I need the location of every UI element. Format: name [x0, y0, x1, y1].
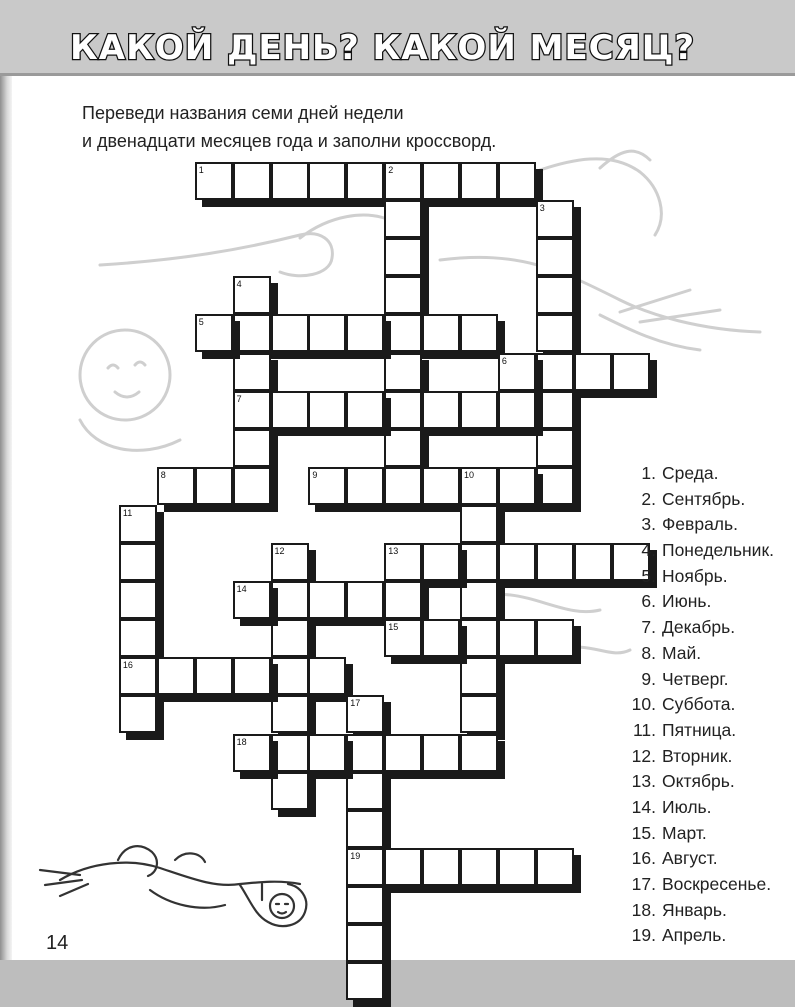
clue-text: Суббота.: [662, 694, 736, 715]
crossword-cell[interactable]: [346, 810, 384, 848]
crossword-cell[interactable]: [384, 581, 422, 619]
clue-item: [624, 925, 774, 951]
crossword-cell[interactable]: [460, 467, 498, 505]
crossword-cell[interactable]: [422, 162, 460, 200]
clue-number: 9.: [641, 668, 656, 689]
crossword-cell[interactable]: [460, 581, 498, 619]
clue-number-label: 8: [160, 469, 166, 480]
crossword-cell[interactable]: [422, 543, 460, 581]
clue-item: [624, 746, 774, 772]
clue-text: Март.: [662, 822, 707, 843]
crossword-cell[interactable]: [233, 314, 271, 352]
crossword-cell[interactable]: [384, 162, 422, 200]
clue-item: [624, 771, 774, 797]
crossword-cell[interactable]: [536, 619, 574, 657]
crossword-cell[interactable]: [119, 505, 157, 543]
clue-text: Август.: [662, 848, 718, 869]
crossword-cell[interactable]: [308, 314, 346, 352]
crossword-cell[interactable]: [384, 429, 422, 467]
page-number: 14: [46, 932, 69, 954]
crossword-cell[interactable]: [119, 581, 157, 619]
clue-text: Февраль.: [662, 514, 738, 535]
crossword-cell[interactable]: [195, 314, 233, 352]
page-title: КАКОЙ ДЕНЬ? КАКОЙ МЕСЯЦ?: [70, 28, 696, 68]
clue-number-label: 4: [236, 279, 242, 290]
clue-text: Среда.: [662, 463, 719, 483]
crossword-cell[interactable]: [157, 657, 195, 695]
crossword-cell[interactable]: [346, 772, 384, 810]
crossword-cell[interactable]: [346, 581, 384, 619]
crossword-cell[interactable]: [536, 429, 574, 467]
crossword-cell[interactable]: [157, 467, 195, 505]
crossword-cell[interactable]: [308, 162, 346, 200]
clue-text: Пятница.: [662, 719, 737, 740]
clue-number: 10.: [631, 694, 656, 715]
clue-number: 5.: [641, 565, 656, 586]
crossword-cell[interactable]: [498, 353, 536, 391]
crossword-cell[interactable]: [498, 162, 536, 200]
baby-background-illustration: [80, 330, 180, 450]
crossword-cell[interactable]: [233, 581, 271, 619]
clue-number: 1.: [641, 463, 656, 483]
clue-number: 8.: [641, 642, 656, 663]
crossword-cell[interactable]: [271, 695, 309, 733]
clue-text: Июнь.: [662, 591, 712, 612]
clue-text: Май.: [662, 642, 702, 663]
clue-number-label: 19: [350, 850, 361, 861]
crossword-cell[interactable]: [233, 353, 271, 391]
clue-text: Июль.: [662, 796, 712, 817]
clue-number: 17.: [631, 874, 656, 894]
crossword-cell[interactable]: [346, 162, 384, 200]
clue-text: Декабрь.: [662, 617, 736, 638]
clue-number: 7.: [641, 617, 656, 638]
crossword-cell[interactable]: [346, 886, 384, 924]
clue-text: Понедельник.: [662, 540, 774, 561]
crossword-cell[interactable]: [384, 200, 422, 238]
crossword-cell[interactable]: [271, 657, 309, 695]
clue-number-label: 11: [122, 507, 133, 518]
crossword-cell[interactable]: [384, 467, 422, 505]
clue-item: [624, 591, 774, 617]
crossword-cell[interactable]: [195, 467, 233, 505]
crossword-cell[interactable]: [498, 391, 536, 429]
crossword-cell[interactable]: [536, 391, 574, 429]
crossword-cell[interactable]: [233, 467, 271, 505]
crossword-cell[interactable]: [422, 848, 460, 886]
crossword-cell[interactable]: [308, 734, 346, 772]
clue-item: [624, 797, 774, 823]
clue-text: Вторник.: [662, 745, 733, 766]
clue-number: 15.: [631, 822, 656, 843]
crossword-cell[interactable]: [460, 619, 498, 657]
clue-number: 13.: [631, 771, 656, 792]
crossword-cell[interactable]: [536, 848, 574, 886]
crossword-cell[interactable]: [498, 848, 536, 886]
clue-item: [624, 848, 774, 874]
crossword-cell[interactable]: [384, 848, 422, 886]
crossword-cell[interactable]: [536, 314, 574, 352]
clue-number-label: 6: [501, 355, 507, 366]
crossword-cell[interactable]: [460, 505, 498, 543]
crossword-cell[interactable]: [271, 581, 309, 619]
clue-number-label: 12: [274, 546, 285, 556]
clue-number: 3.: [641, 514, 656, 535]
crossword-cell[interactable]: [384, 238, 422, 276]
crossword-cell[interactable]: [536, 200, 574, 238]
clue-item: [624, 823, 774, 849]
clue-number: 2.: [641, 488, 656, 509]
clue-number-label: 18: [236, 736, 247, 747]
crossword-cell[interactable]: [346, 467, 384, 505]
clue-item: [624, 874, 774, 900]
clue-number-label: 15: [388, 622, 399, 633]
crossword-cell[interactable]: [195, 162, 233, 200]
clue-item: [624, 900, 774, 926]
clue-item: [624, 694, 774, 720]
crossword-cell[interactable]: [119, 619, 157, 657]
crossword-cell[interactable]: [384, 314, 422, 352]
crossword-cell[interactable]: [308, 391, 346, 429]
clue-number-label: 16: [122, 660, 133, 671]
crossword-cell[interactable]: [384, 734, 422, 772]
crossword-cell[interactable]: [422, 467, 460, 505]
crossword-cell[interactable]: [574, 353, 612, 391]
clue-number: 11.: [632, 719, 656, 740]
crossword-cell[interactable]: [233, 429, 271, 467]
crossword-cell[interactable]: [308, 657, 346, 695]
crossword-cell[interactable]: [384, 391, 422, 429]
crossword-cell[interactable]: [271, 162, 309, 200]
crossword-cell[interactable]: [233, 657, 271, 695]
crossword-cell[interactable]: [346, 314, 384, 352]
crossword-cell[interactable]: [612, 353, 650, 391]
crossword-cell[interactable]: [271, 391, 309, 429]
clue-number: 12.: [631, 745, 656, 766]
crossword-cell[interactable]: [460, 657, 498, 695]
clue-number: 14.: [631, 796, 656, 817]
clue-text: Ноябрь.: [662, 565, 728, 586]
crossword-cell[interactable]: [233, 734, 271, 772]
crossword-cell[interactable]: [233, 391, 271, 429]
crossword-cell[interactable]: [422, 734, 460, 772]
clue-item: [624, 566, 774, 592]
crossword-cell[interactable]: [536, 276, 574, 314]
clue-number-label: 3: [539, 203, 545, 214]
crossword-cell[interactable]: [346, 962, 384, 1000]
clue-number-label: 13: [388, 546, 399, 556]
clue-text: Четверг.: [662, 668, 729, 689]
crossword-cell[interactable]: [460, 695, 498, 733]
crossword-cell[interactable]: [308, 581, 346, 619]
clue-text: Октябрь.: [662, 771, 735, 792]
crossword-cell[interactable]: [271, 734, 309, 772]
clue-item: [624, 617, 774, 643]
clue-item: [624, 720, 774, 746]
crossword-cell[interactable]: [346, 734, 384, 772]
crossword-cell[interactable]: [498, 619, 536, 657]
crossword-cell[interactable]: [119, 543, 157, 581]
crossword-cell[interactable]: [460, 314, 498, 352]
clue-number-label: 7: [236, 393, 242, 404]
clue-number-label: 17: [350, 698, 361, 709]
crossword-cell[interactable]: [346, 391, 384, 429]
crossword-cell[interactable]: [460, 848, 498, 886]
clue-number-label: 5: [198, 317, 204, 328]
crossword-cell[interactable]: [498, 543, 536, 581]
crossword-cell[interactable]: [384, 353, 422, 391]
clue-number: 4.: [641, 540, 656, 561]
crossword-cell[interactable]: [195, 657, 233, 695]
clue-item: [624, 489, 774, 515]
crossword-cell[interactable]: [384, 619, 422, 657]
crossword-cell[interactable]: [460, 543, 498, 581]
clue-number: 6.: [641, 591, 656, 612]
crossword-cell[interactable]: [346, 695, 384, 733]
crossword-cell[interactable]: [119, 695, 157, 733]
clue-number: 19.: [631, 925, 656, 946]
crossword-cell[interactable]: [460, 734, 498, 772]
crossword-cell[interactable]: [271, 314, 309, 352]
clue-number-label: 14: [236, 584, 247, 595]
crossword-cell[interactable]: [233, 276, 271, 314]
clue-number-label: 2: [388, 165, 394, 175]
crossword-cell[interactable]: [384, 276, 422, 314]
clue-text: Январь.: [662, 899, 727, 920]
crossword-cell[interactable]: [574, 543, 612, 581]
clue-item: [624, 669, 774, 695]
crossword-cell[interactable]: [422, 391, 460, 429]
crossword-cell[interactable]: [346, 924, 384, 962]
clue-number-label: 10: [464, 469, 475, 480]
crossword-cell[interactable]: [460, 391, 498, 429]
crossword-cell[interactable]: [536, 353, 574, 391]
crossword-cell[interactable]: [422, 619, 460, 657]
crossword-cell[interactable]: [233, 162, 271, 200]
crossword-cell[interactable]: [422, 314, 460, 352]
crossword-cell[interactable]: [536, 467, 574, 505]
clue-item: [624, 643, 774, 669]
clue-number: 16.: [631, 848, 656, 869]
crossword-cell[interactable]: [271, 619, 309, 657]
clue-item: [624, 514, 774, 540]
clue-text: Апрель.: [662, 925, 727, 946]
clue-item: [624, 540, 774, 566]
crossword-cell[interactable]: [460, 162, 498, 200]
crossword-cell[interactable]: [498, 467, 536, 505]
clue-item: [624, 463, 774, 489]
crossword-cell[interactable]: [384, 543, 422, 581]
stork-with-baby-drawing: [40, 846, 306, 926]
instruction-line-1: Переведи названия семи дней недели: [82, 103, 404, 123]
crossword-cell[interactable]: [536, 543, 574, 581]
crossword-cell[interactable]: [271, 543, 309, 581]
crossword-cell[interactable]: [536, 238, 574, 276]
clue-number-label: 1: [198, 165, 204, 175]
clue-number: 18.: [631, 899, 656, 920]
clue-text: Сентябрь.: [662, 488, 746, 509]
instruction-line-2: и двенадцати месяцев года и заполни кроссворд.: [82, 131, 497, 151]
clue-list: [624, 463, 774, 951]
clue-number-label: 9: [312, 469, 318, 480]
crossword-cell[interactable]: [346, 848, 384, 886]
crossword-cell[interactable]: [119, 657, 157, 695]
clue-text: Воскресенье.: [662, 874, 772, 894]
crossword-cell[interactable]: [308, 467, 346, 505]
crossword-cell[interactable]: [271, 772, 309, 810]
